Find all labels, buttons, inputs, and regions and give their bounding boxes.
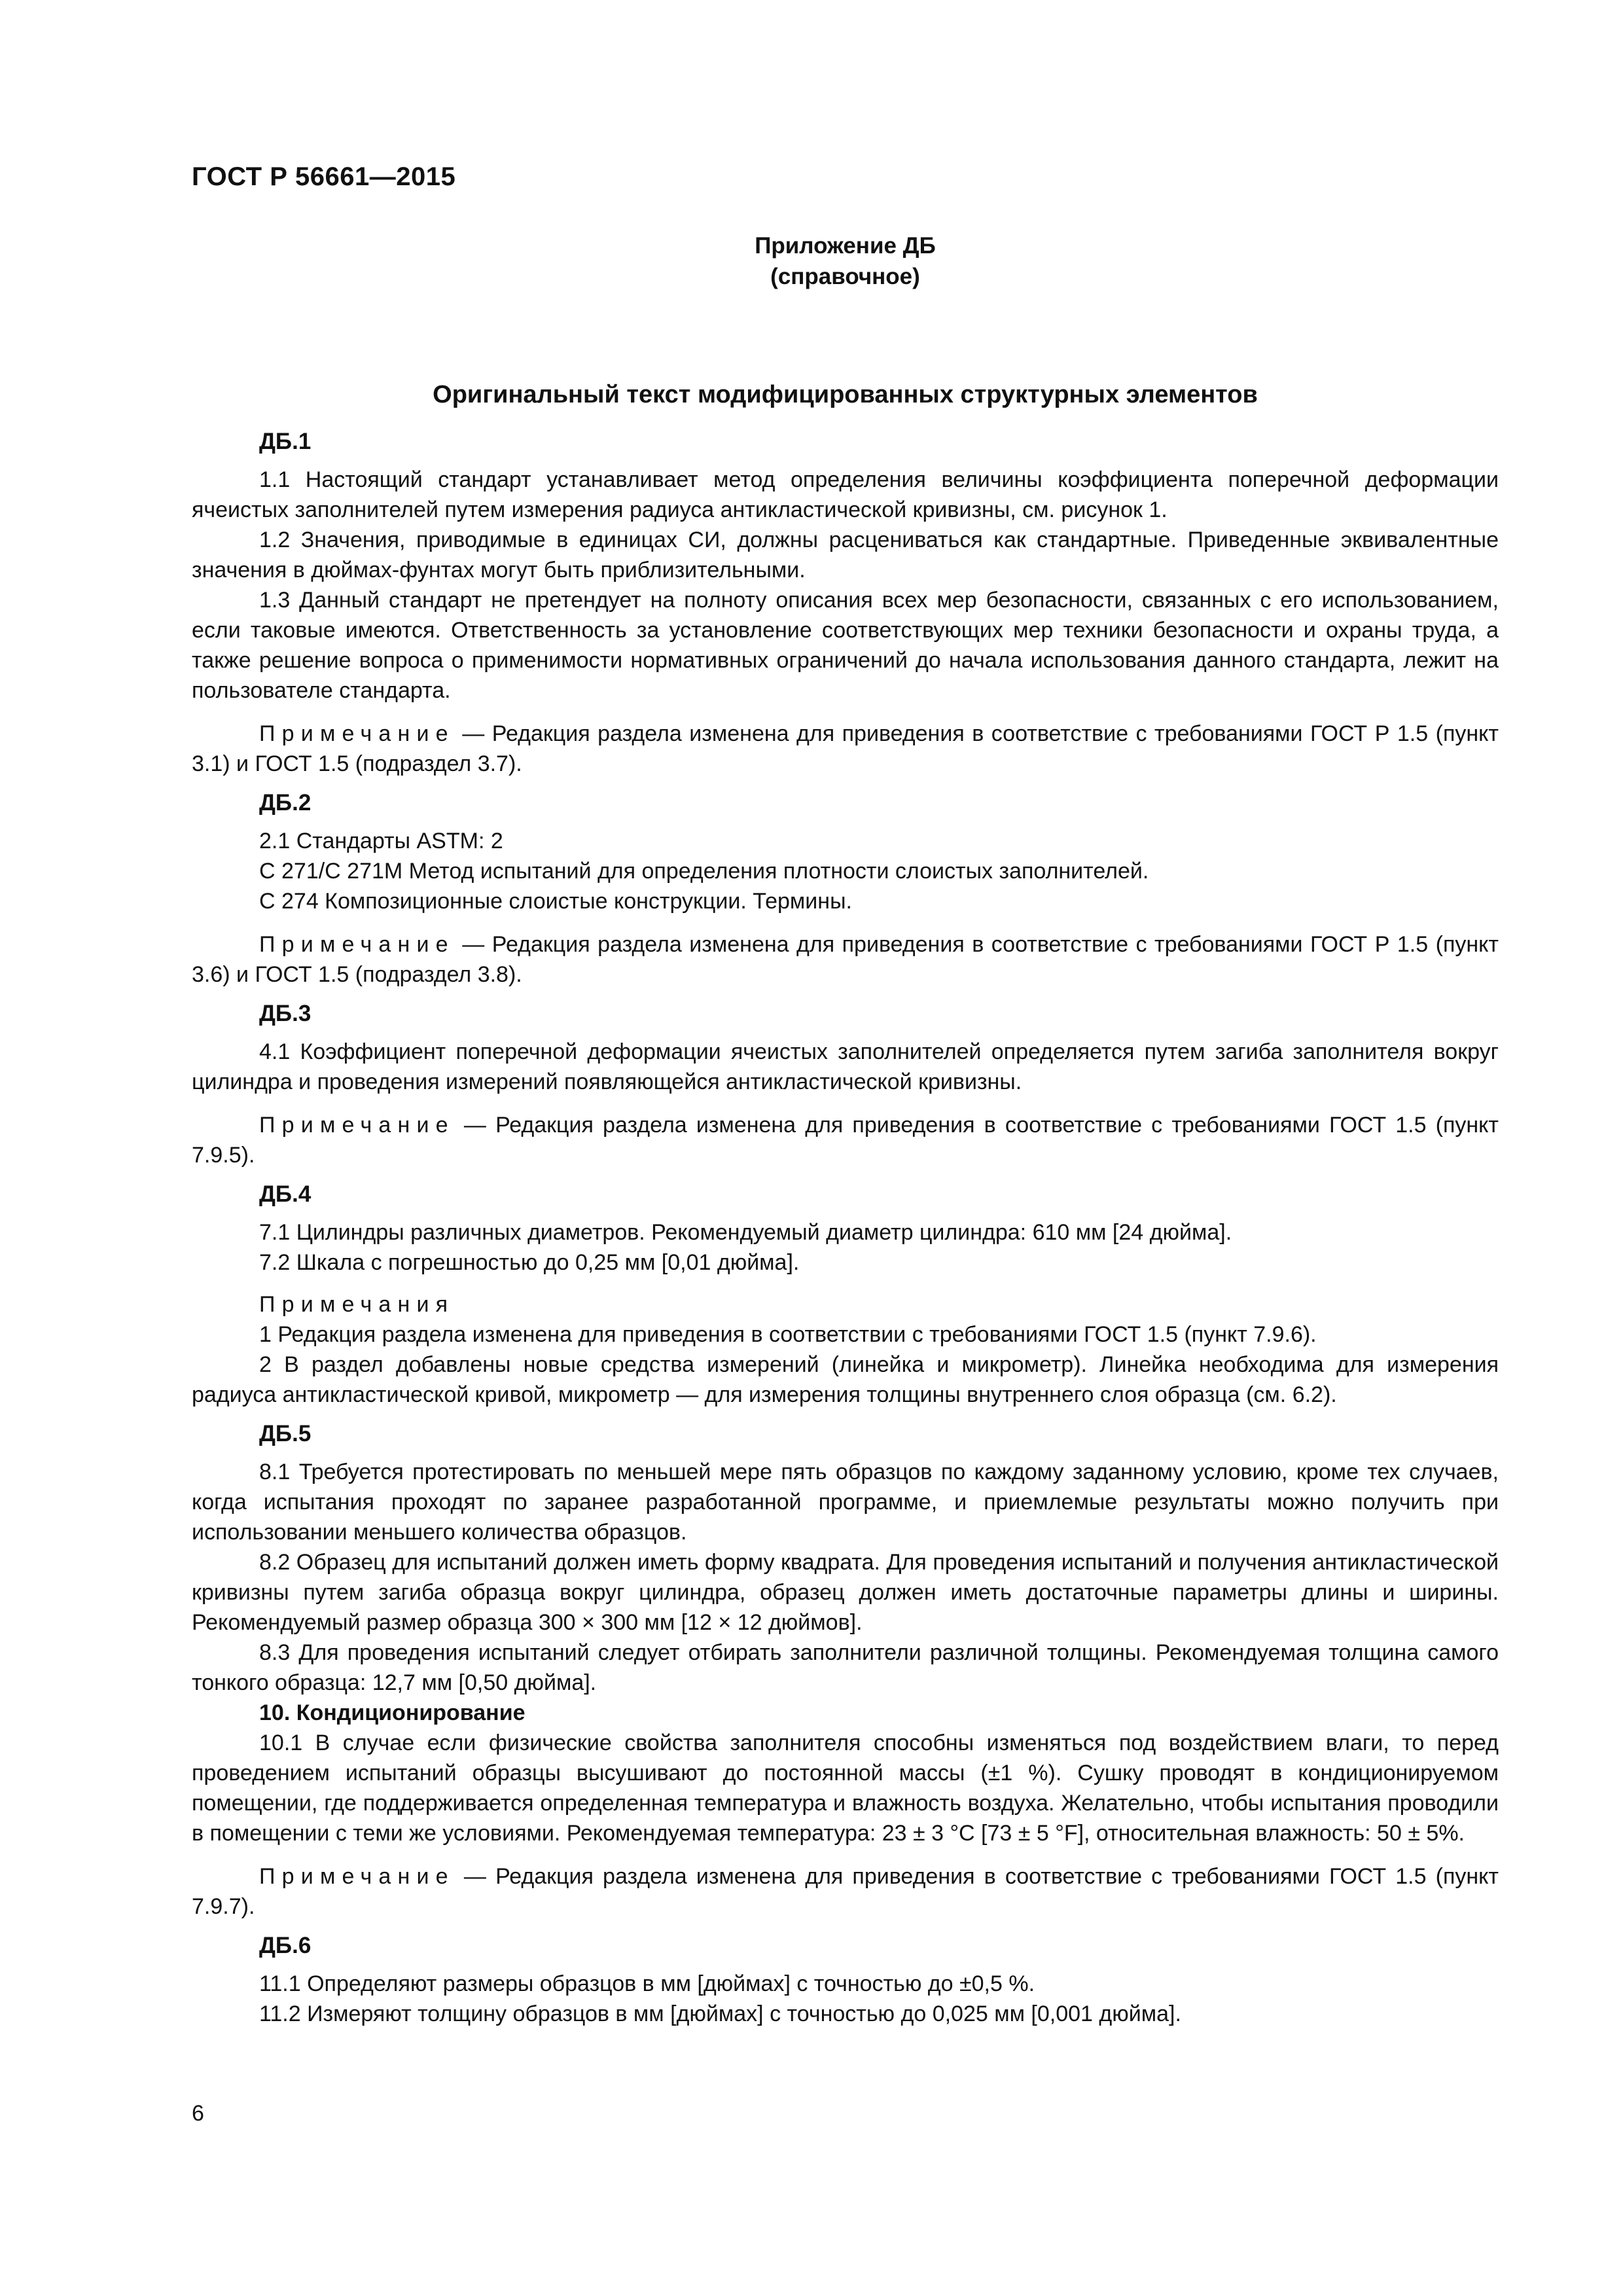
note-text: — Редакция раздела изменена для приведения в соответствие с требованиями ГОСТ 1.5 (пункт 7.9.5). bbox=[192, 1113, 1499, 1168]
note-db5 bbox=[192, 1861, 1499, 1922]
note-db4-2: 2 В раздел добавлены новые средства измерений (линейка и микрометр). Линейка необходима для измерения радиуса антикластической кривой, микрометр — для измерения толщины внутреннего слоя образца (см. 6.2). bbox=[192, 1352, 1499, 1407]
note-db3 bbox=[192, 1110, 1499, 1170]
note-label: Примечание bbox=[259, 721, 455, 746]
paragraph-1-1: 1.1 Настоящий стандарт устанавливает метод определения величины коэффициента поперечной деформации ячеистых заполнителей путем измерения радиуса антикластической кривизны, см. рисунок 1. bbox=[192, 467, 1499, 522]
annex-type: (справочное) bbox=[770, 264, 920, 289]
annex-title: Приложение ДБ bbox=[755, 233, 936, 259]
section-heading-db2: ДБ.2 bbox=[259, 790, 312, 816]
document-body bbox=[192, 427, 1499, 2029]
annex-heading bbox=[192, 230, 1499, 292]
paragraph-10-1: 10.1 В случае если физические свойства заполнителя способны изменяться под воздействием влаги, то перед проведением испытаний образцы высушивают до постоянной массы (±1 %). Сушку проводят в кондиционируемом помещении, где поддерживается определенная температура и влажность воздуха. Желательно, чтобы испытания проводили в помещении с теми же условиями. Рекомендуемая температура: 23 ± 3 °C [73 ± 5 °F], относительная влажность: 50 ± 5%. bbox=[192, 1731, 1499, 1846]
paragraph-11-2: 11.2 Измеряют толщину образцов в мм [дюймах] с точностью до 0,025 мм [0,001 дюйма]. bbox=[259, 2001, 1181, 2026]
paragraph-7-1: 7.1 Цилиндры различных диаметров. Рекомендуемый диаметр цилиндра: 610 мм [24 дюйма]. bbox=[259, 1220, 1232, 1245]
note-text: — Редакция раздела изменена для приведения в соответствие с требованиями ГОСТ Р 1.5 (пункт 3.6) и ГОСТ 1.5 (подраздел 3.8). bbox=[192, 932, 1499, 987]
paragraph-2-c274: С 274 Композиционные слоистые конструкции. Термины. bbox=[259, 889, 852, 914]
page-number: 6 bbox=[192, 2101, 204, 2126]
section-heading-db5: ДБ.5 bbox=[259, 1421, 312, 1446]
section-heading-db4: ДБ.4 bbox=[259, 1181, 312, 1207]
note-db2 bbox=[192, 929, 1499, 990]
document-code: ГОСТ Р 56661—2015 bbox=[192, 162, 456, 191]
paragraph-4-1: 4.1 Коэффициент поперечной деформации ячеистых заполнителей определяется путем загиба заполнителя вокруг цилиндра и проведения измерений появляющейся антикластической кривизны. bbox=[192, 1039, 1499, 1094]
paragraph-8-1: 8.1 Требуется протестировать по меньшей мере пять образцов по каждому заданному условию, кроме тех случаев, когда испытания проходят по заранее разработанной программе, и приемлемые результаты можно получить при использовании меньшего количества образцов. bbox=[192, 1460, 1499, 1545]
paragraph-1-2: 1.2 Значения, приводимые в единицах СИ, должны расцениваться как стандартные. Приведенные эквивалентные значения в дюймах-фунтах могут быть приблизительными. bbox=[192, 528, 1499, 583]
subheading-conditioning: 10. Кондиционирование bbox=[259, 1700, 526, 1725]
paragraph-8-3: 8.3 Для проведения испытаний следует отбирать заполнители различной толщины. Рекомендуемая толщина самого тонкого образца: 12,7 мм [0,50 дюйма]. bbox=[192, 1640, 1499, 1695]
paragraph-1-3: 1.3 Данный стандарт не претендует на полноту описания всех мер безопасности, связанных с его использованием, если таковые имеются. Ответственность за установление соответствующих мер техники безопасности и охраны труда, а также решение вопроса о применимости нормативных ограничений до начала использования данного стандарта, лежит на пользователе стандарта. bbox=[192, 588, 1499, 703]
document-title: Оригинальный текст модифицированных структурных элементов bbox=[433, 381, 1258, 408]
note-label: Примечание bbox=[259, 1864, 455, 1889]
section-heading-db3: ДБ.3 bbox=[259, 1001, 312, 1026]
note-db4-1: 1 Редакция раздела изменена для приведения в соответствии с требованиями ГОСТ 1.5 (пункт 7.9.6). bbox=[259, 1322, 1317, 1347]
paragraph-7-2: 7.2 Шкала с погрешностью до 0,25 мм [0,01 дюйма]. bbox=[259, 1250, 800, 1275]
notes-label-db4: Примечания bbox=[259, 1292, 455, 1317]
note-label: Примечание bbox=[259, 932, 455, 957]
paragraph-8-2: 8.2 Образец для испытаний должен иметь форму квадрата. Для проведения испытаний и получения антикластической кривизны путем загиба образца вокруг цилиндра, образец должен иметь достаточные параметры длины и ширины. Рекомендуемый размер образца 300 × 300 мм [12 × 12 дюймов]. bbox=[192, 1550, 1499, 1635]
section-heading-db6: ДБ.6 bbox=[259, 1933, 312, 1958]
note-text: — Редакция раздела изменена для приведения в соответствие с требованиями ГОСТ 1.5 (пункт 7.9.7). bbox=[192, 1864, 1499, 1919]
note-db1 bbox=[192, 719, 1499, 779]
note-label: Примечание bbox=[259, 1113, 455, 1138]
paragraph-2-1: 2.1 Стандарты ASTM: 2 bbox=[259, 829, 503, 853]
paragraph-2-c271: С 271/С 271М Метод испытаний для определения плотности слоистых заполнителей. bbox=[259, 859, 1149, 884]
note-text: — Редакция раздела изменена для приведения в соответствие с требованиями ГОСТ Р 1.5 (пункт 3.1) и ГОСТ 1.5 (подраздел 3.7). bbox=[192, 721, 1499, 776]
paragraph-11-1: 11.1 Определяют размеры образцов в мм [дюймах] с точностью до ±0,5 %. bbox=[259, 1971, 1035, 1996]
section-heading-db1: ДБ.1 bbox=[259, 429, 312, 454]
